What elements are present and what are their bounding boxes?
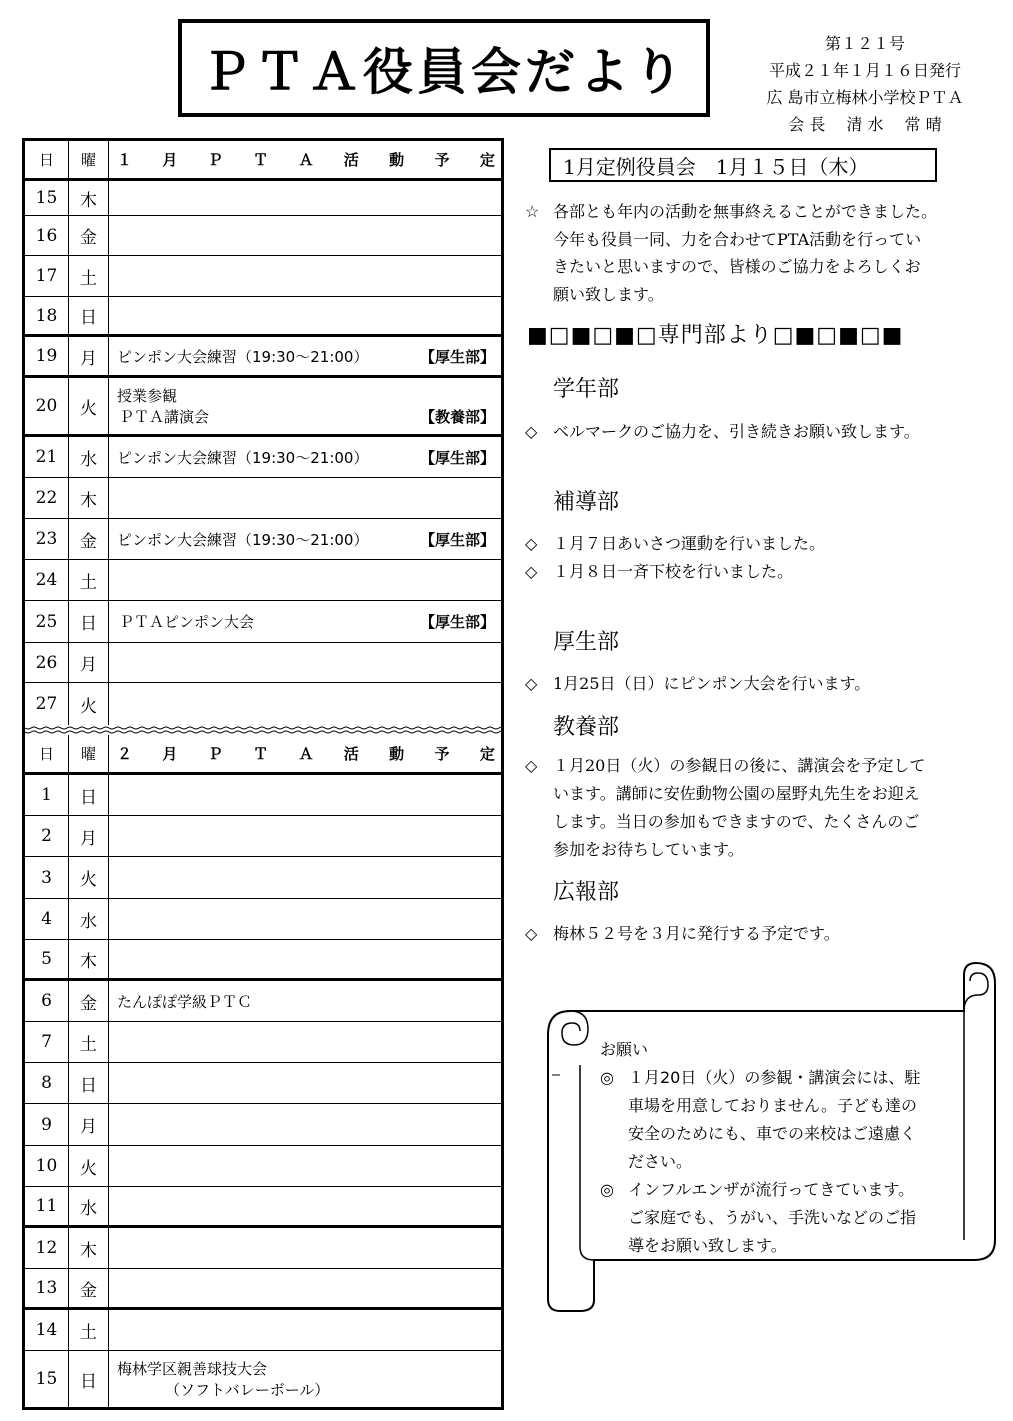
bullet-text: [553, 752, 995, 864]
table-row: [25, 816, 501, 857]
activity-cell: [109, 560, 501, 600]
day-number: 4: [25, 899, 69, 939]
day-number: 10: [25, 1146, 69, 1186]
bullet-line: います。講師に安佐動物公園の屋野丸先生をお迎え: [553, 784, 920, 803]
activity-cell: [109, 601, 501, 642]
table-row: [25, 437, 501, 478]
month-title-letters: [117, 743, 495, 764]
activity-cell: [109, 981, 501, 1021]
activity-cell: [109, 181, 501, 215]
weekday: 月: [69, 816, 109, 856]
weekday: 金: [69, 981, 109, 1021]
table-row: [25, 601, 501, 643]
activity-cell: [109, 256, 501, 296]
issue-date: 平成２１年１月１６日発行: [768, 61, 961, 80]
table-row: [25, 1351, 501, 1407]
day-number: 18: [25, 297, 69, 334]
notice-line: 車場を用意しておりません。子ども達の: [628, 1096, 917, 1115]
activity-cell: [109, 816, 501, 856]
department-tag: 【教養部】: [419, 408, 495, 426]
activity-cell: [109, 216, 501, 255]
table-row: [25, 378, 501, 437]
activity-cell: [109, 899, 501, 939]
month-title-char: 月: [162, 745, 178, 763]
department-tag: 【厚生部】: [419, 530, 495, 549]
diamond-icon: ◇: [525, 756, 538, 775]
day-number: 1: [25, 775, 69, 815]
department-heading: 教養部: [553, 715, 620, 740]
table-row: [25, 181, 501, 216]
day-number: 12: [25, 1228, 69, 1268]
notice-title: お願い: [600, 1040, 649, 1059]
activity-cell: [109, 1146, 501, 1186]
day-number: 13: [25, 1269, 69, 1307]
table-row: [25, 1310, 501, 1351]
department-heading: 広報部: [553, 880, 620, 905]
col-day-header: 日: [25, 141, 69, 178]
bullet-line: ベルマークのご協力を、引き続きお願い致します。: [553, 422, 920, 441]
month-title-char: 定: [479, 151, 495, 169]
month-title: [109, 141, 501, 178]
table-break-line: [25, 725, 501, 735]
month-title-char: 動: [389, 745, 405, 763]
masthead-info: [740, 30, 990, 138]
weekday: 土: [69, 1310, 109, 1350]
table-row: [25, 857, 501, 899]
activity-text: ピンポン大会練習（19:30～21:00）: [117, 530, 369, 549]
weekday: 日: [69, 775, 109, 815]
month-title-char: Ｔ: [253, 151, 269, 169]
table-row: [25, 216, 501, 256]
activity-schedule-table: [22, 138, 504, 1410]
activity-cell: [109, 683, 501, 725]
activity-cell: [109, 519, 501, 559]
meeting-date: 1月定例役員会 1月１５日（木）: [563, 154, 869, 179]
month-title-char: Ｐ: [207, 745, 223, 763]
publisher: 広 島市立梅林小学校ＰＴＡ: [766, 88, 964, 107]
weekday: 土: [69, 1022, 109, 1062]
month-title-char: Ａ: [298, 151, 314, 169]
notice-item: [600, 1064, 980, 1176]
weekday: 木: [69, 181, 109, 215]
weekday: 日: [69, 1351, 109, 1407]
notice-box: [600, 1036, 980, 1260]
day-number: 8: [25, 1063, 69, 1103]
month-title-char: 動: [389, 151, 405, 169]
activity-cell: [109, 337, 501, 375]
activity-cell: [109, 478, 501, 518]
weekday: 木: [69, 940, 109, 978]
day-number: 24: [25, 560, 69, 600]
department-tag: 【厚生部】: [419, 347, 495, 366]
day-number: 20: [25, 378, 69, 434]
department-bullet: [525, 752, 995, 864]
activity-cell: [109, 857, 501, 898]
bullet-line: １月20日（火）の参観日の後に、講演会を予定して: [553, 756, 926, 775]
schedule-header-row: [25, 735, 501, 775]
table-row: [25, 478, 501, 519]
day-number: 15: [25, 181, 69, 215]
department-heading: 学年部: [553, 377, 620, 402]
table-row: [25, 940, 501, 981]
activity-cell: [109, 643, 501, 682]
notice-line: ご家庭でも、うがい、手洗いなどのご指: [628, 1208, 917, 1227]
weekday: 水: [69, 1187, 109, 1225]
weekday: 土: [69, 256, 109, 296]
activity-cell: [109, 775, 501, 815]
table-row: [25, 1063, 501, 1104]
day-number: 14: [25, 1310, 69, 1350]
department-heading: 補導部: [553, 490, 620, 515]
weekday: 日: [69, 601, 109, 642]
bullet-line: 梅林５２号を３月に発行する予定です。: [553, 924, 840, 943]
bullet-line: します。当日の参加もできますので、たくさんのご: [553, 812, 920, 831]
day-number: 19: [25, 337, 69, 375]
month-title: [109, 735, 501, 772]
activity-line: [117, 346, 495, 367]
notice-line: ださい。: [628, 1152, 693, 1171]
day-number: 3: [25, 857, 69, 898]
department-bullet: [525, 670, 995, 698]
table-row: [25, 519, 501, 560]
meeting-date-box: [549, 148, 937, 182]
month-title-char: 活: [343, 151, 359, 169]
month-title-char: 予: [434, 745, 450, 763]
schedule-header-row: [25, 141, 501, 181]
weekday: 月: [69, 337, 109, 375]
department-tag: 【厚生部】: [419, 613, 495, 631]
month-title-char: 予: [434, 151, 450, 169]
table-row: [25, 560, 501, 601]
bullet-text: [553, 670, 995, 698]
activity-cell: [109, 1228, 501, 1268]
table-row: [25, 643, 501, 683]
activity-text: たんぽぽ学級ＰＴＣ: [117, 992, 253, 1011]
activity-text: 授業参観: [117, 387, 178, 405]
notice-line: インフルエンザが流行ってきています。: [628, 1180, 915, 1199]
weekday: 土: [69, 560, 109, 600]
table-row: [25, 1104, 501, 1146]
activity-cell: [109, 1187, 501, 1225]
activity-text: ＰＴＡピンポン大会: [119, 613, 255, 631]
newsletter-title: ＰＴＡ役員会だより: [201, 43, 687, 101]
month-title-char: 定: [479, 745, 495, 763]
weekday: 日: [69, 297, 109, 334]
diamond-icon: ◇: [525, 534, 538, 553]
president: 会 長 清 水 常 晴: [788, 115, 942, 134]
activity-cell: [109, 1269, 501, 1307]
weekday: 水: [69, 437, 109, 477]
weekday: 月: [69, 1104, 109, 1145]
day-number: 9: [25, 1104, 69, 1145]
activity-cell: [109, 297, 501, 334]
activity-line: [117, 406, 495, 427]
weekday: 火: [69, 1146, 109, 1186]
activity-line: [117, 991, 495, 1012]
col-weekday-header: 曜: [69, 141, 109, 178]
activity-text: 梅林学区親善球技大会: [117, 1360, 268, 1378]
activity-line: [117, 611, 495, 632]
star-icon: ☆: [525, 202, 540, 221]
month-title-char: Ｔ: [253, 745, 269, 763]
notice-line: １月20日（火）の参観・講演会には、駐: [628, 1068, 921, 1087]
department-bullet: [525, 418, 995, 446]
diamond-icon: ◇: [525, 562, 538, 581]
activity-line: [117, 1379, 495, 1400]
activity-cell: [109, 940, 501, 978]
month-title-char: 活: [343, 745, 359, 763]
day-number: 23: [25, 519, 69, 559]
table-row: [25, 256, 501, 297]
weekday: 金: [69, 216, 109, 255]
weekday: 水: [69, 899, 109, 939]
intro-line: きたいと思いますので、皆様のご協力をよろしくお: [553, 257, 921, 276]
intro-message: [525, 198, 1001, 308]
col-day-header: 日: [25, 735, 69, 772]
notice-line: 導をお願い致します。: [628, 1236, 787, 1255]
bullet-line: １月８日一斉下校を行いました。: [553, 562, 794, 581]
table-row: [25, 1228, 501, 1269]
day-number: 11: [25, 1187, 69, 1225]
day-number: 2: [25, 816, 69, 856]
table-row: [25, 899, 501, 940]
double-circle-icon: ◎: [600, 1068, 614, 1087]
day-number: 16: [25, 216, 69, 255]
department-bullet: [525, 530, 995, 558]
activity-line: [117, 529, 495, 550]
table-row: [25, 1146, 501, 1187]
bullet-line: １月７日あいさつ運動を行いました。: [553, 534, 826, 553]
department-heading: 厚生部: [553, 630, 620, 655]
diamond-icon: ◇: [525, 924, 538, 943]
day-number: 17: [25, 256, 69, 296]
day-number: 15: [25, 1351, 69, 1407]
diamond-icon: ◇: [525, 422, 538, 441]
activity-cell: [109, 1351, 501, 1407]
intro-line: 今年も役員一同、力を合わせてPTA活動を行ってい: [553, 229, 922, 249]
month-title-char: 月: [162, 151, 178, 169]
month-title-char: ２: [117, 745, 133, 763]
section-banner: ■□■□■□専門部より□■□■□■: [527, 323, 904, 348]
day-number: 7: [25, 1022, 69, 1062]
activity-line: [117, 447, 495, 468]
department-tag: 【厚生部】: [419, 448, 495, 467]
table-row: [25, 775, 501, 816]
intro-line: 願い致します。: [553, 284, 664, 304]
day-number: 22: [25, 478, 69, 518]
activity-text: ピンポン大会練習（19:30～21:00）: [117, 448, 369, 467]
table-row: [25, 337, 501, 378]
month-title-letters: [117, 149, 495, 170]
bullet-line: 1月25日（日）にピンポン大会を行います。: [553, 674, 871, 693]
weekday: 金: [69, 1269, 109, 1307]
weekday: 木: [69, 478, 109, 518]
notice-item: [600, 1176, 980, 1260]
table-row: [25, 1022, 501, 1063]
activity-cell: [109, 378, 501, 434]
day-number: 5: [25, 940, 69, 978]
weekday: 日: [69, 1063, 109, 1103]
bullet-text: [553, 530, 995, 558]
activity-text: （ソフトバレーボール）: [165, 1381, 330, 1399]
day-number: 25: [25, 601, 69, 642]
weekday: 火: [69, 683, 109, 725]
bullet-text: [553, 920, 995, 948]
activity-cell: [109, 1022, 501, 1062]
col-weekday-header: 曜: [69, 735, 109, 772]
month-title-char: １: [117, 151, 133, 169]
bullet-line: 参加をお待ちしています。: [553, 840, 744, 859]
activity-cell: [109, 1104, 501, 1145]
weekday: 木: [69, 1228, 109, 1268]
activity-text: ＰＴＡ講演会: [119, 408, 210, 426]
day-number: 6: [25, 981, 69, 1021]
newsletter-title-box: [178, 19, 710, 117]
table-row: [25, 297, 501, 337]
weekday: 月: [69, 643, 109, 682]
table-row: [25, 981, 501, 1022]
month-title-char: Ａ: [298, 745, 314, 763]
table-row: [25, 1187, 501, 1228]
day-number: 21: [25, 437, 69, 477]
diamond-icon: ◇: [525, 674, 538, 693]
table-row: [25, 683, 501, 725]
intro-line: 各部とも年内の活動を無事終えることができました。: [553, 202, 938, 221]
double-circle-icon: ◎: [600, 1180, 614, 1199]
activity-cell: [109, 437, 501, 477]
issue-number: 第１２１号: [824, 34, 905, 53]
notice-line: 安全のためにも、車での来校はご遠慮く: [628, 1124, 917, 1143]
day-number: 26: [25, 643, 69, 682]
activity-cell: [109, 1063, 501, 1103]
activity-cell: [109, 1310, 501, 1350]
bullet-text: [553, 558, 995, 586]
department-bullet: [525, 920, 995, 948]
weekday: 金: [69, 519, 109, 559]
department-bullet: [525, 558, 995, 586]
day-number: 27: [25, 683, 69, 725]
table-row: [25, 1269, 501, 1310]
month-title-char: Ｐ: [207, 151, 223, 169]
activity-text: ピンポン大会練習（19:30～21:00）: [117, 347, 369, 366]
weekday: 火: [69, 378, 109, 434]
bullet-text: [553, 418, 995, 446]
weekday: 火: [69, 857, 109, 898]
